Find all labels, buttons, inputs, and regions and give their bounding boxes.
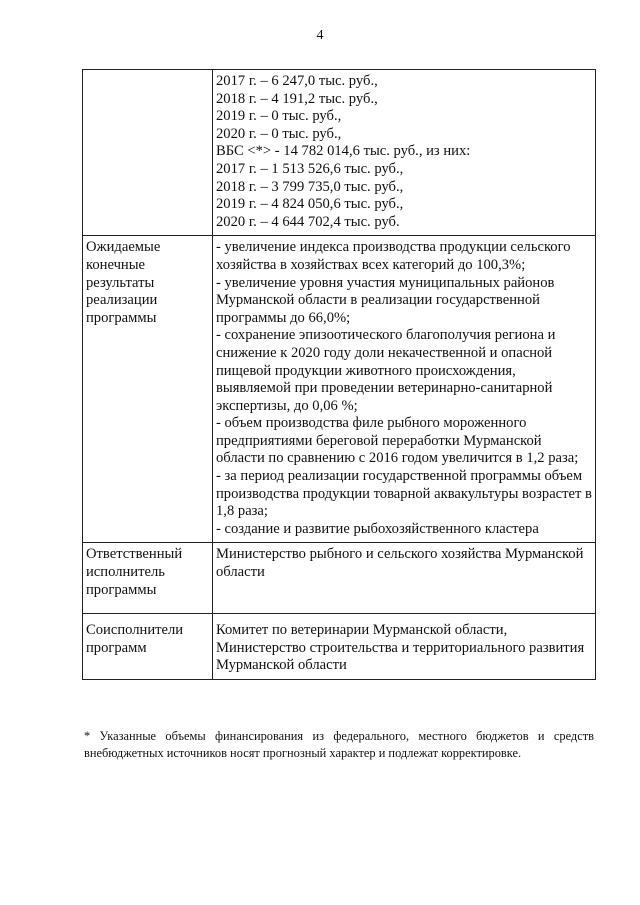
table-row-co-executors <box>83 614 596 680</box>
co-executors-cell: Комитет по ветеринарии Мурманской области, Министерство строительства и территориального развития Мурманской области <box>213 614 596 680</box>
funding-line: ВБС <*> - 14 782 014,6 тыс. руб., из них: <box>216 143 471 160</box>
result-item: - создание и развитие рыбохозяйственного кластера <box>216 520 539 537</box>
row-label-responsible-executor: Ответственный исполнитель программы <box>83 543 213 614</box>
funding-line: 2017 г. – 6 247,0 тыс. руб., <box>216 73 378 89</box>
funding-line: 2019 г. – 0 тыс. руб., <box>216 108 342 125</box>
result-item: - увеличение индекса производства продукции сельского хозяйства в хозяйствах всех категорий до 100,3%; <box>216 239 571 273</box>
table-row-expected-results <box>83 236 596 543</box>
row-label-expected-results: Ожидаемые конечные результаты реализации программы <box>83 236 213 543</box>
result-item: - за период реализации государственной программы объем производства продукции товарной аквакультуры возрастет в 1,8 раза; <box>216 468 592 520</box>
funding-line: 2020 г. – 0 тыс. руб., <box>216 125 342 142</box>
row-label-co-executors: Соисполнители программ <box>83 614 213 680</box>
result-item: - сохранение эпизоотического благополучия региона и снижение к 2020 году доли некачественной и опасной пищевой продукции животного происхождения, выявляемой при проведении ветеринарно-санитарной экспертизы, до 0,06 %; <box>216 327 556 414</box>
funding-line: 2019 г. – 4 824 050,6 тыс. руб., <box>216 196 404 213</box>
funding-line: 2017 г. – 1 513 526,6 тыс. руб., <box>216 160 404 177</box>
page-number: 4 <box>316 28 324 43</box>
funding-line: 2018 г. – 4 191,2 тыс. руб., <box>216 90 378 107</box>
responsible-executor-cell: Министерство рыбного и сельского хозяйства Мурманской области <box>213 543 596 614</box>
result-item: - увеличение уровня участия муниципальных районов Мурманской области в реализации государственной программы до 66,0%; <box>216 274 555 326</box>
expected-results-cell <box>213 236 596 543</box>
result-item: - объем производства филе рыбного мороженного предприятиями береговой переработки Мурманской области по сравнению с 2016 годом увеличится в 1,2 раза; <box>216 415 579 467</box>
funding-line: 2020 г. – 4 644 702,4 тыс. руб. <box>216 213 400 230</box>
table-row-responsible-executor <box>83 543 596 614</box>
program-passport-table <box>82 69 596 680</box>
funding-values-cell <box>213 70 596 236</box>
footnote: * Указанные объемы финансирования из федерального, местного бюджетов и средств внебюджетных источников носят прогнозный характер и подлежат корректировке. <box>84 729 594 760</box>
table-row-funding <box>83 70 596 236</box>
funding-line: 2018 г. – 3 799 735,0 тыс. руб., <box>216 178 404 195</box>
row-label-funding <box>83 70 213 236</box>
